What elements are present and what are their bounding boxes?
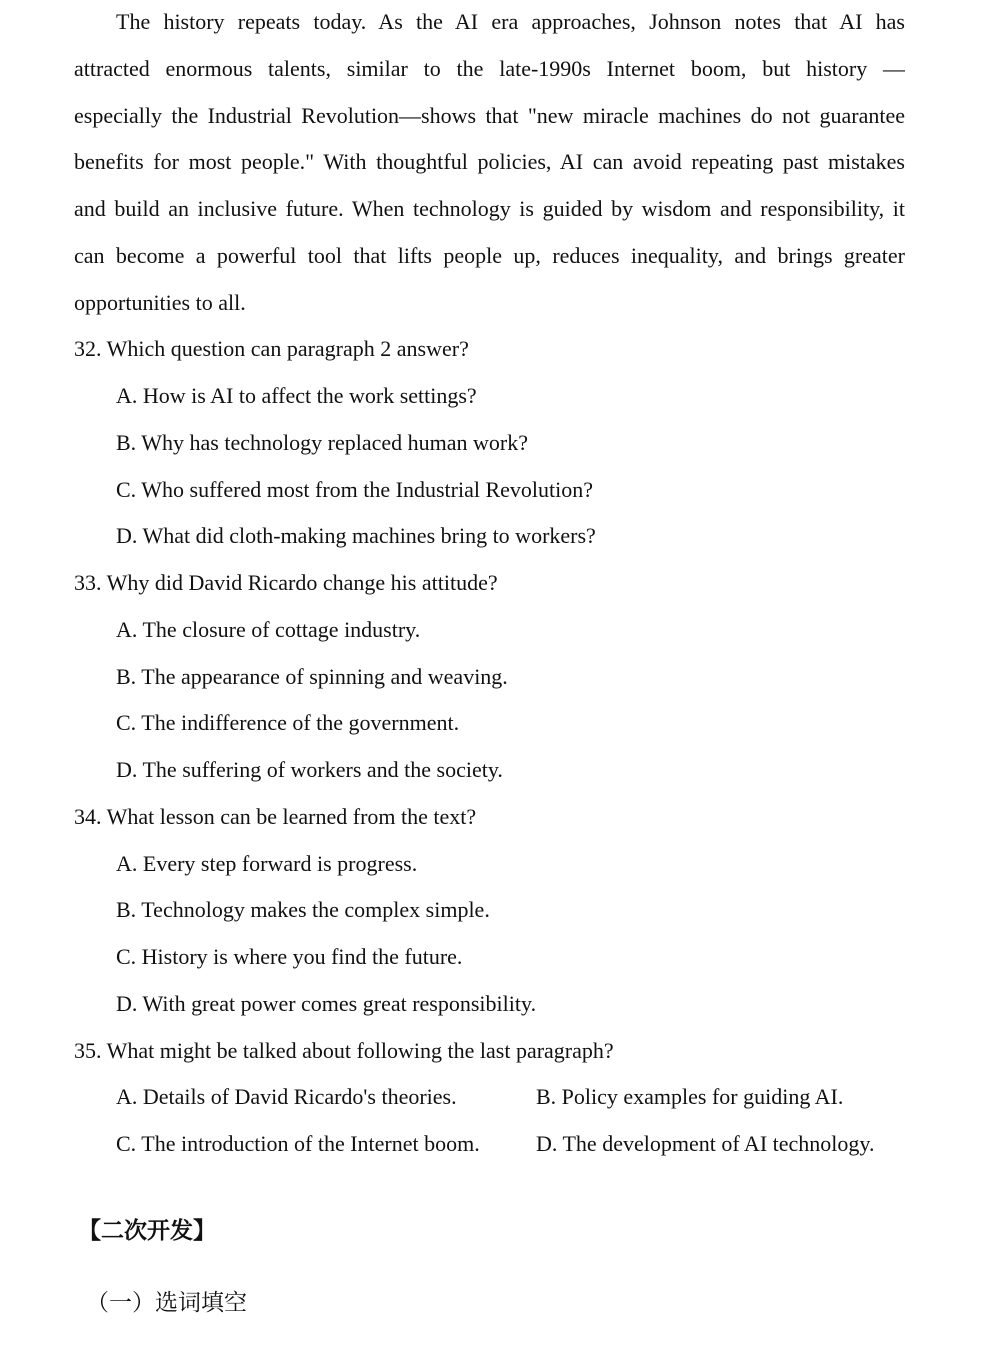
passage-line: attracted enormous talents, similar to the late-1990s Internet boom, but history — <box>74 55 905 81</box>
option-a: A. The closure of cottage industry. <box>116 616 421 642</box>
option-d: D. What did cloth-making machines bring to workers? <box>116 523 596 549</box>
option-a: A. Every step forward is progress. <box>116 850 418 876</box>
option-row <box>74 1121 905 1168</box>
option-c: C. The introduction of the Internet boom. <box>116 1131 480 1156</box>
question-stem: 34. What lesson can be learned from the text? <box>74 803 477 829</box>
question-stem: 33. Why did David Ricardo change his attitude? <box>74 570 498 595</box>
option-a: A. How is AI to affect the work settings? <box>116 383 477 408</box>
option-b: B. Policy examples for guiding AI. <box>536 1084 844 1110</box>
passage-line: can become a powerful tool that lifts people up, reduces inequality, and brings greater <box>74 242 905 268</box>
passage-line: The history repeats today. As the AI era approaches, Johnson notes that AI has <box>116 9 905 34</box>
option-c: C. The indifference of the government. <box>116 710 460 736</box>
document-body <box>74 0 905 1168</box>
question-stem: 32. Which question can paragraph 2 answer? <box>74 336 469 362</box>
question-32 <box>74 326 905 560</box>
section-subheading: （一）选词填空 <box>86 1290 247 1316</box>
passage-line: benefits for most people." With thoughtful policies, AI can avoid repeating past mistakes <box>74 149 905 175</box>
option-b: B. Why has technology replaced human work? <box>116 429 528 455</box>
question-34 <box>74 794 905 1028</box>
question-35 <box>74 1028 905 1168</box>
question-33 <box>74 560 905 794</box>
option-b: B. The appearance of spinning and weaving. <box>116 663 508 689</box>
option-d: D. With great power comes great responsibility. <box>116 990 537 1016</box>
passage-line: and build an inclusive future. When technology is guided by wisdom and responsibility, it <box>74 196 905 221</box>
passage-line: especially the Industrial Revolution—shows that "new miracle machines do not guarantee <box>74 102 905 128</box>
passage-paragraph <box>74 0 905 326</box>
option-d: D. The development of AI technology. <box>536 1131 875 1156</box>
passage-line: opportunities to all. <box>74 289 246 315</box>
option-c: C. Who suffered most from the Industrial Revolution? <box>116 476 593 502</box>
option-b: B. Technology makes the complex simple. <box>116 897 490 923</box>
option-d: D. The suffering of workers and the society. <box>116 757 503 782</box>
question-stem: 35. What might be talked about following the last paragraph? <box>74 1037 614 1063</box>
section-heading: 【二次开发】 <box>78 1218 216 1244</box>
option-a: A. Details of David Ricardo's theories. <box>116 1084 457 1110</box>
option-c: C. History is where you find the future. <box>116 944 463 969</box>
option-row <box>74 1074 905 1121</box>
